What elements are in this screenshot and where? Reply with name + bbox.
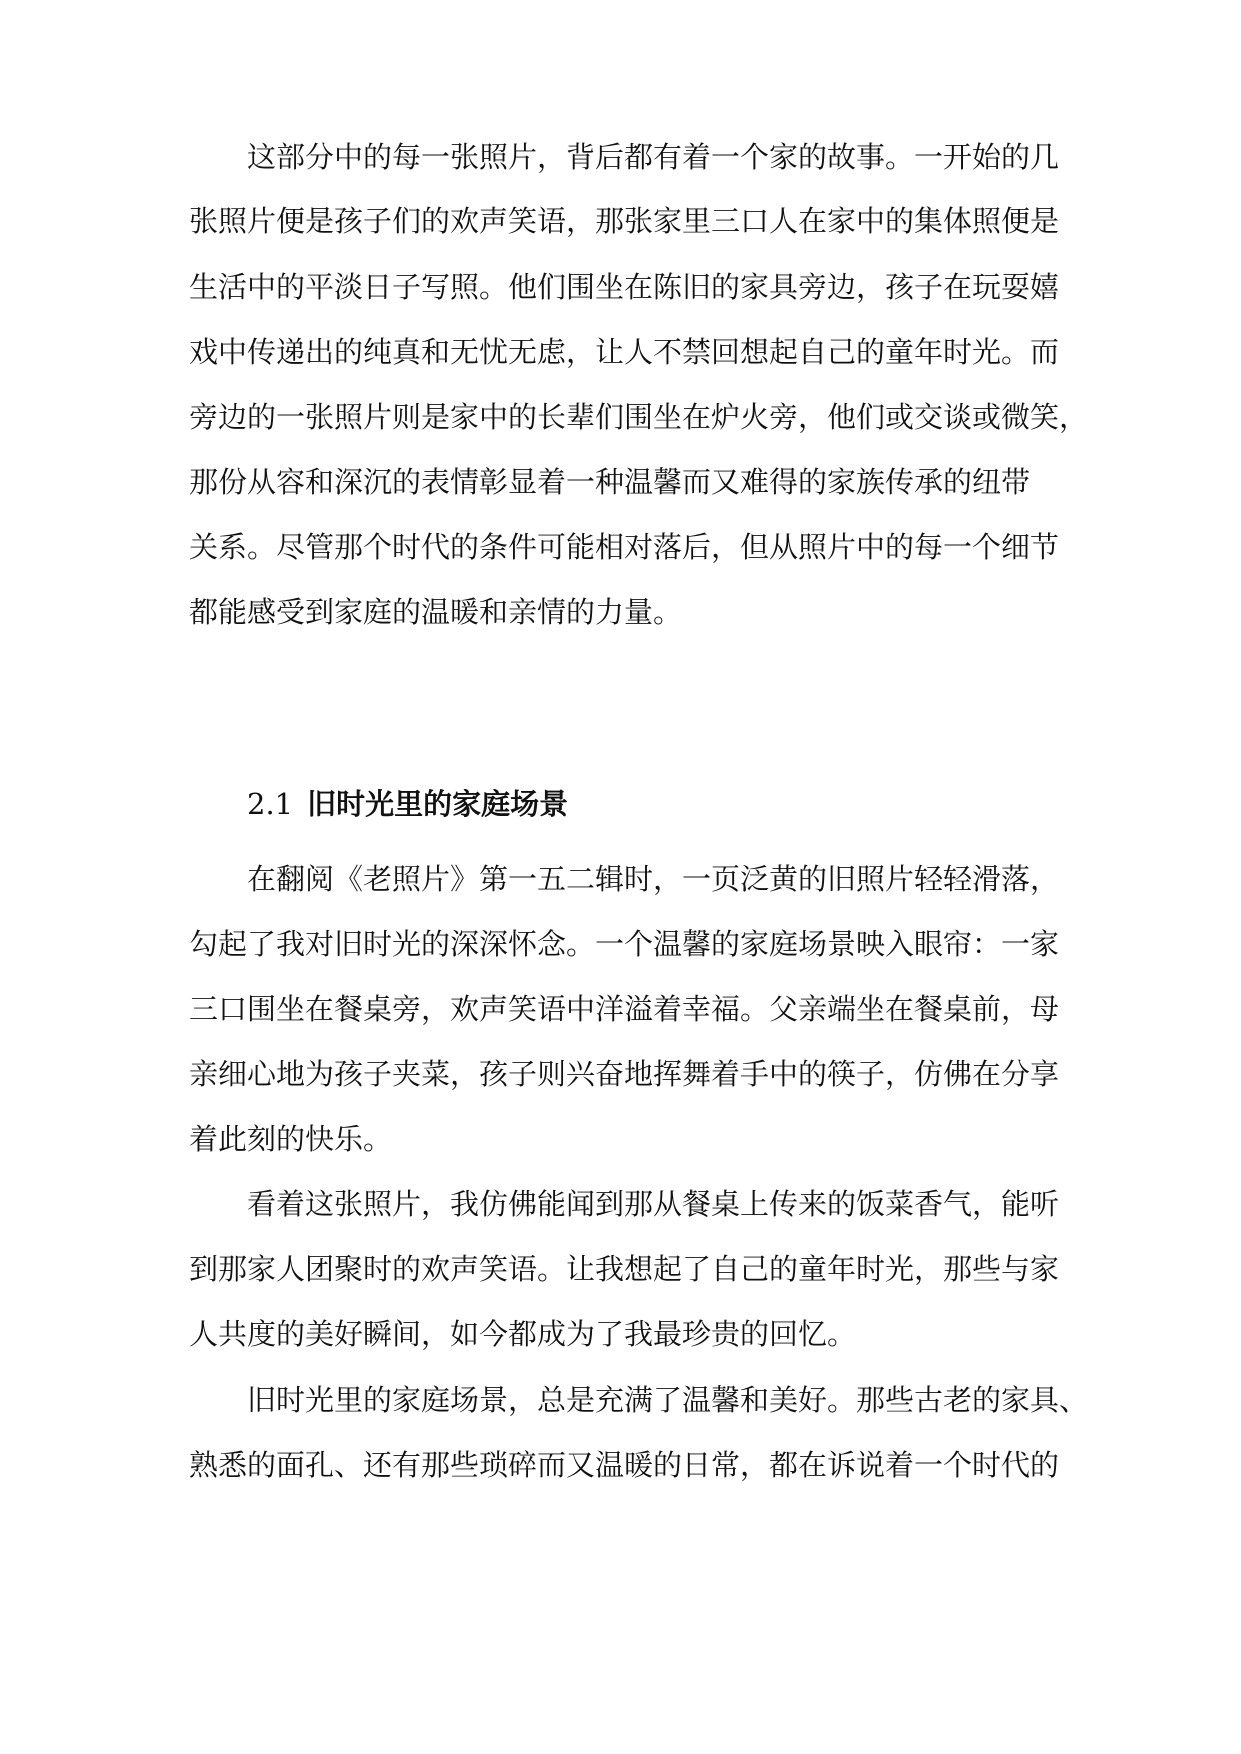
paragraph-1-line-4: 戏中传递出的纯真和无忧无虑，让人不禁回想起自己的童年时光。而 (189, 335, 1060, 369)
paragraph-1-line-2: 张照片便是孩子们的欢声笑语，那张家里三口人在家中的集体照便是 (189, 204, 1060, 238)
paragraph-3-line-1: 看着这张照片，我仿佛能闻到那从餐桌上传来的饭菜香气，能听 (247, 1187, 1060, 1221)
paragraph-1-line-5: 旁边的一张照片则是家中的长辈们围坐在炉火旁，他们或交谈或微笑， (189, 400, 1089, 434)
paragraph-1-line-3: 生活中的平淡日子写照。他们围坐在陈旧的家具旁边，孩子在玩耍嬉 (189, 270, 1060, 304)
paragraph-1-line-9 (189, 658, 1059, 698)
section-heading (247, 784, 568, 824)
paragraph-2-line-3: 三口围坐在餐桌旁，欢声笑语中洋溢着幸福。父亲端坐在餐桌前，母 (189, 992, 1060, 1026)
paragraph-4-line-2: 熟悉的面孔、还有那些琐碎而又温暖的日常，都在诉说着一个时代的 (189, 1448, 1060, 1482)
paragraph-2-line-1: 在翻阅《老照片》第一五二辑时，一页泛黄的旧照片轻轻滑落， (247, 862, 1060, 896)
paragraph-4-line-1: 旧时光里的家庭场景，总是充满了温馨和美好。那些古老的家具、 (247, 1383, 1089, 1417)
paragraph-2-line-4: 亲细心地为孩子夹菜，孩子则兴奋地挥舞着手中的筷子，仿佛在分享 (189, 1057, 1060, 1091)
section-number: 2.1 (247, 787, 294, 821)
paragraph-3-line-2: 到那家人团聚时的欢声笑语。让我想起了自己的童年时光，那些与家 (189, 1252, 1060, 1286)
paragraph-1-line-8: 都能感受到家庭的温暖和亲情的力量。 (189, 595, 683, 629)
paragraph-3-line-3: 人共度的美好瞬间，如今都成为了我最珍贵的回忆。 (189, 1317, 857, 1351)
section-title: 旧时光里的家庭场景 (307, 787, 569, 821)
paragraph-1-line-7: 关系。尽管那个时代的条件可能相对落后，但从照片中的每一个细节 (189, 530, 1060, 564)
paragraph-2-line-2: 勾起了我对旧时光的深深怀念。一个温馨的家庭场景映入眼帘：一家 (189, 927, 1060, 961)
paragraph-2-line-5: 着此刻的快乐。 (189, 1122, 393, 1156)
paragraph-1-line-6: 那份从容和深沉的表情彰显着一种温馨而又难得的家族传承的纽带 (189, 465, 1031, 499)
paragraph-1-line-1: 这部分中的每一张照片，背后都有着一个家的故事。一开始的几 (247, 140, 1060, 174)
